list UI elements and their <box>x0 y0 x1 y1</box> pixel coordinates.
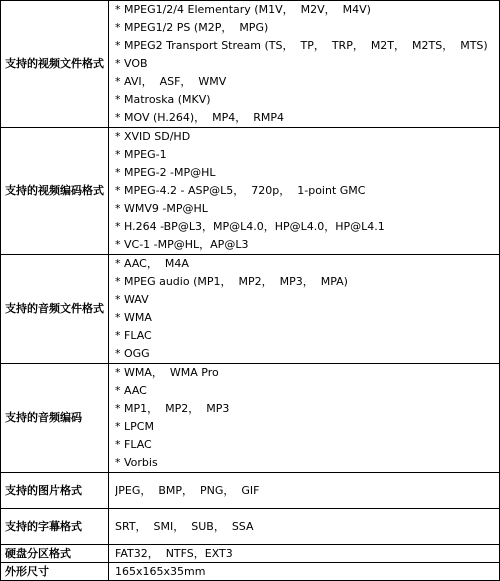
value-line: * MOV (H.264)， MP4， RMP4 <box>115 111 285 124</box>
value-line: * MPEG-1 <box>115 148 167 161</box>
value-line: * Vorbis <box>115 456 158 469</box>
row-label: 支持的音频编码 <box>1 364 109 473</box>
value-line: * MPEG1/2 PS (M2P， MPG) <box>115 21 269 34</box>
row-label: 支持的视频编码格式 <box>1 128 109 255</box>
row-values <box>109 128 500 255</box>
value-line: * FLAC <box>115 329 152 342</box>
value-line: SRT， SMI， SUB， SSA <box>115 519 254 533</box>
row-label: 支持的音频文件格式 <box>1 255 109 364</box>
value-line: * MPEG2 Transport Stream (TS， TP， TRP， M2T， M2TS， MTS) <box>115 39 488 52</box>
row-values <box>109 1 500 128</box>
value-line: * H.264 -BP@L3，MP@L4.0，HP@L4.0，HP@L4.1 <box>115 220 385 233</box>
value-line: * VOB <box>115 57 148 70</box>
spec-row-audio-file-formats <box>1 255 500 364</box>
value-line: FAT32， NTFS，EXT3 <box>115 547 233 560</box>
value-line: * MPEG-4.2 - ASP@L5， 720p， 1-point GMC <box>115 184 366 197</box>
value-line: 165x165x35mm <box>115 565 206 578</box>
value-line: * WAV <box>115 293 149 306</box>
row-values <box>109 255 500 364</box>
row-values <box>109 473 500 509</box>
row-label: 硬盘分区格式 <box>1 545 109 563</box>
value-line: * AAC， M4A <box>115 257 189 270</box>
value-line: * MPEG audio (MP1， MP2， MP3， MPA) <box>115 275 348 288</box>
spec-row-disk-partition-formats <box>1 545 500 563</box>
value-line: * XVID SD/HD <box>115 130 191 143</box>
spec-row-video-codecs <box>1 128 500 255</box>
value-line: * MPEG-2 -MP@HL <box>115 166 216 179</box>
value-line: JPEG， BMP， PNG， GIF <box>115 483 260 497</box>
spec-row-image-formats <box>1 473 500 509</box>
value-line: * MP1， MP2， MP3 <box>115 402 230 415</box>
value-line: * AAC <box>115 384 147 397</box>
value-line: * LPCM <box>115 420 154 433</box>
row-label: 支持的图片格式 <box>1 473 109 509</box>
row-values <box>109 545 500 563</box>
spec-row-audio-codecs <box>1 364 500 473</box>
value-line: * VC-1 -MP@HL，AP@L3 <box>115 238 249 251</box>
row-label: 支持的视频文件格式 <box>1 1 109 128</box>
spec-row-video-file-formats <box>1 1 500 128</box>
row-label: 支持的字幕格式 <box>1 509 109 545</box>
value-line: * WMA， WMA Pro <box>115 366 219 379</box>
value-line: * FLAC <box>115 438 152 451</box>
spec-row-subtitle-formats <box>1 509 500 545</box>
value-line: * WMA <box>115 311 152 324</box>
value-line: * Matroska (MKV) <box>115 93 211 106</box>
row-label: 外形尺寸 <box>1 563 109 581</box>
row-values <box>109 509 500 545</box>
value-line: * WMV9 -MP@HL <box>115 202 208 215</box>
value-line: * OGG <box>115 347 150 360</box>
value-line: * MPEG1/2/4 Elementary (M1V， M2V， M4V) <box>115 3 371 16</box>
value-line: * AVI， ASF， WMV <box>115 75 227 88</box>
row-values <box>109 364 500 473</box>
